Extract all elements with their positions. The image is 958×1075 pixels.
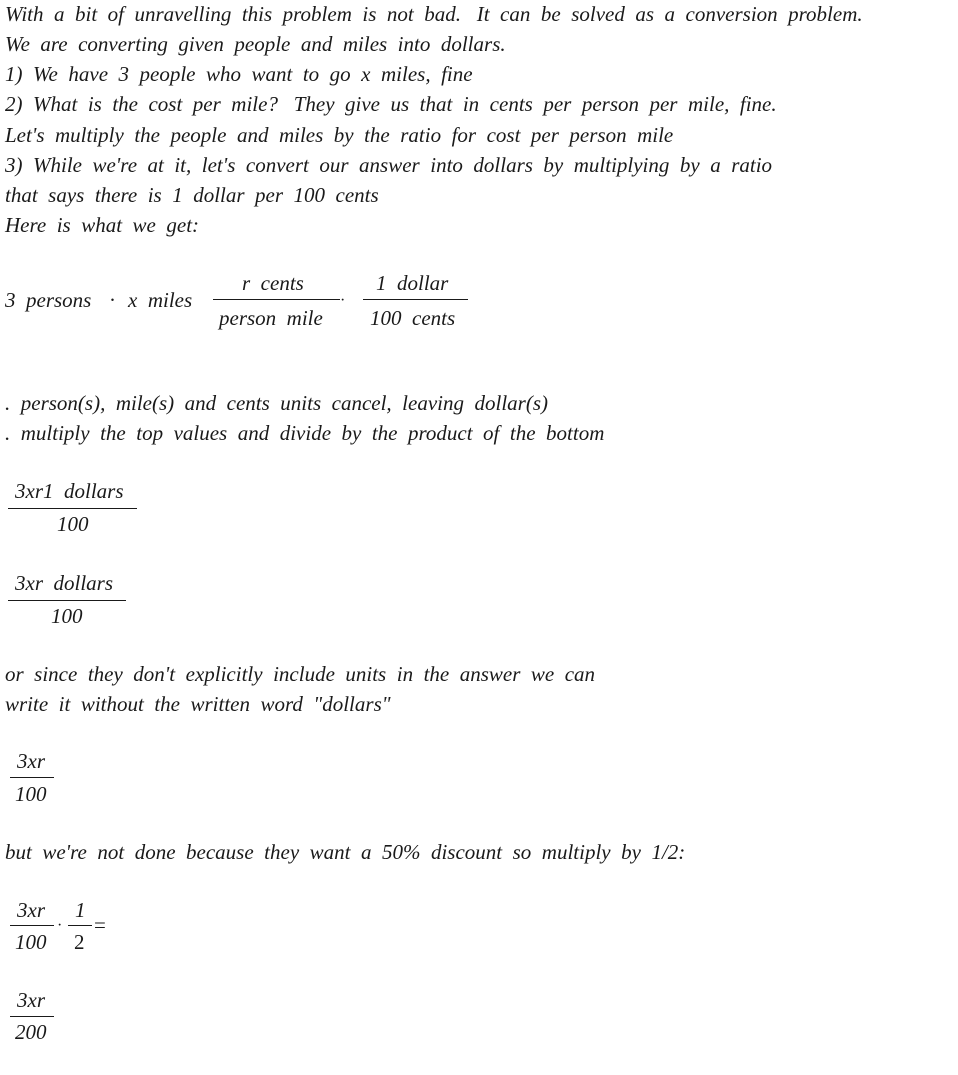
intro-line-1: With a bit of unravelling this problem is not bad. It can be solved as a conversion problem. [5, 2, 863, 26]
note-multiply-values: . multiply the top values and divide by the product of the bottom [5, 421, 605, 445]
fraction2-denominator: 100 cents [370, 306, 456, 330]
step3-bar [10, 777, 54, 778]
intro-line-5: Let's multiply the people and miles by the ratio for cost per person mile [5, 123, 674, 147]
step4-numerator-2: 1 [75, 898, 86, 922]
step3-denominator: 100 [15, 782, 47, 806]
step4-denominator-2: 2 [74, 930, 85, 954]
step1-denominator: 100 [57, 512, 89, 536]
miles-term: x miles [128, 288, 193, 312]
final-denominator: 200 [15, 1020, 47, 1044]
multiply-dot: · [109, 288, 116, 312]
persons-term: 3 persons [5, 288, 92, 312]
step1-numerator: 3xr1 dollars [15, 479, 124, 503]
fraction2-bar [363, 299, 468, 300]
intro-line-7: that says there is 1 dollar per 100 cents [5, 183, 379, 207]
fraction1-numerator: r cents [242, 271, 304, 295]
step2-denominator: 100 [51, 604, 83, 628]
step4-multiply-dot: · [57, 917, 63, 934]
intro-line-4: 2) What is the cost per mile? They give us that in cents per person per mile, fine. [5, 92, 777, 116]
discount-note: but we're not done because they want a 50% discount so multiply by 1/2: [5, 840, 686, 864]
note-cancel-units: . person(s), mile(s) and cents units cancel, leaving dollar(s) [5, 391, 548, 415]
step3-numerator: 3xr [17, 749, 45, 773]
intro-line-8: Here is what we get: [5, 213, 200, 237]
multiply-dot-2: · [340, 292, 346, 309]
step4-bar-2 [68, 925, 92, 926]
step4-equals: = [94, 913, 106, 937]
units-note-line-2: write it without the written word "dollars" [5, 692, 391, 716]
fraction1-denominator: person mile [219, 306, 323, 330]
step4-numerator-1: 3xr [17, 898, 45, 922]
final-numerator: 3xr [17, 988, 45, 1012]
intro-line-3: 1) We have 3 people who want to go x miles, fine [5, 62, 473, 86]
final-bar [10, 1016, 54, 1017]
fraction1-bar [213, 299, 340, 300]
intro-line-6: 3) While we're at it, let's convert our answer into dollars by multiplying by a ratio [5, 153, 773, 177]
step1-bar [8, 508, 137, 509]
intro-line-2: We are converting given people and miles into dollars. [5, 32, 506, 56]
step2-bar [8, 600, 126, 601]
units-note-line-1: or since they don't explicitly include units in the answer we can [5, 662, 596, 686]
step4-denominator-1: 100 [15, 930, 47, 954]
fraction2-numerator: 1 dollar [376, 271, 449, 295]
step2-numerator: 3xr dollars [15, 571, 114, 595]
step4-bar-1 [10, 925, 54, 926]
